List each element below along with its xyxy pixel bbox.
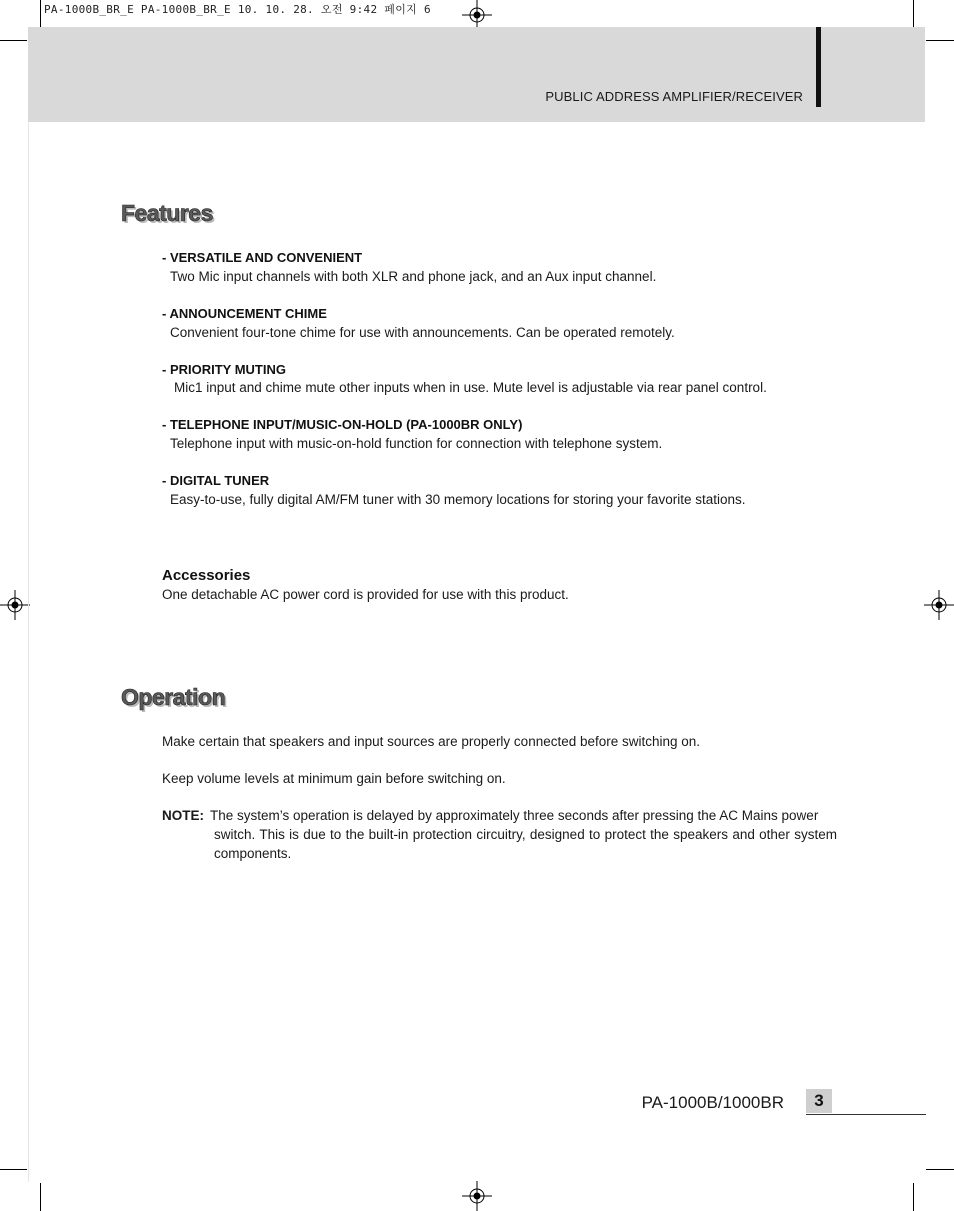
crop-mark	[913, 0, 914, 27]
registration-mark-icon	[462, 0, 492, 30]
note-text-continued: switch. This is due to the built-in protection circuitry, designed to protect the speakers and other system components.	[214, 827, 837, 861]
operation-title: Operation	[121, 684, 226, 710]
feature-heading: - PRIORITY MUTING	[162, 362, 286, 377]
feature-description: Telephone input with music-on-hold function for connection with telephone system.	[170, 436, 663, 451]
crop-mark	[40, 1183, 41, 1211]
note-text-line1: The system’s operation is delayed by approximately three seconds after pressing the AC Mains power	[210, 808, 819, 823]
note-label: NOTE:	[162, 808, 204, 823]
feature-heading: - ANNOUNCEMENT CHIME	[162, 306, 327, 321]
accessories-text: One detachable AC power cord is provided for use with this product.	[162, 587, 569, 602]
crop-mark	[913, 1183, 914, 1211]
registration-mark-icon	[0, 590, 30, 620]
registration-mark-icon	[462, 1181, 492, 1211]
footer-model-name: PA-1000B/1000BR	[641, 1093, 784, 1112]
feature-description: Easy-to-use, fully digital AM/FM tuner with 30 memory locations for storing your favorite stations.	[170, 492, 746, 507]
crop-mark	[40, 0, 41, 27]
feature-heading: - VERSATILE AND CONVENIENT	[162, 250, 363, 265]
feature-heading: - TELEPHONE INPUT/MUSIC-ON-HOLD (PA-1000BR ONLY)	[162, 417, 523, 432]
page-number: 3	[806, 1089, 832, 1113]
operation-note	[162, 806, 837, 863]
features-title: Features	[121, 200, 213, 226]
crop-mark	[0, 1169, 27, 1170]
header-accent-bar	[816, 27, 821, 107]
footer-rule	[806, 1114, 926, 1115]
feature-description: Convenient four-tone chime for use with announcements. Can be operated remotely.	[170, 325, 675, 340]
feature-description: Two Mic input channels with both XLR and phone jack, and an Aux input channel.	[170, 269, 657, 284]
accessories-title: Accessories	[162, 567, 251, 584]
feature-heading: - DIGITAL TUNER	[162, 473, 270, 488]
operation-paragraph: Keep volume levels at minimum gain before switching on.	[162, 771, 506, 786]
crop-mark	[0, 40, 27, 41]
header-title: PUBLIC ADDRESS AMPLIFIER/RECEIVER	[545, 89, 803, 104]
crop-mark	[926, 40, 954, 41]
registration-mark-icon	[924, 590, 954, 620]
feature-description: Mic1 input and chime mute other inputs when in use. Mute level is adjustable via rear panel control.	[174, 380, 767, 395]
header-band	[28, 27, 925, 122]
operation-paragraph: Make certain that speakers and input sources are properly connected before switching on.	[162, 734, 701, 749]
print-slug: PA-1000B_BR_E PA-1000B_BR_E 10. 10. 28. 오전 9:42 페이지 6	[44, 3, 431, 16]
page-margin-rule	[28, 122, 29, 1182]
crop-mark	[926, 1169, 954, 1170]
